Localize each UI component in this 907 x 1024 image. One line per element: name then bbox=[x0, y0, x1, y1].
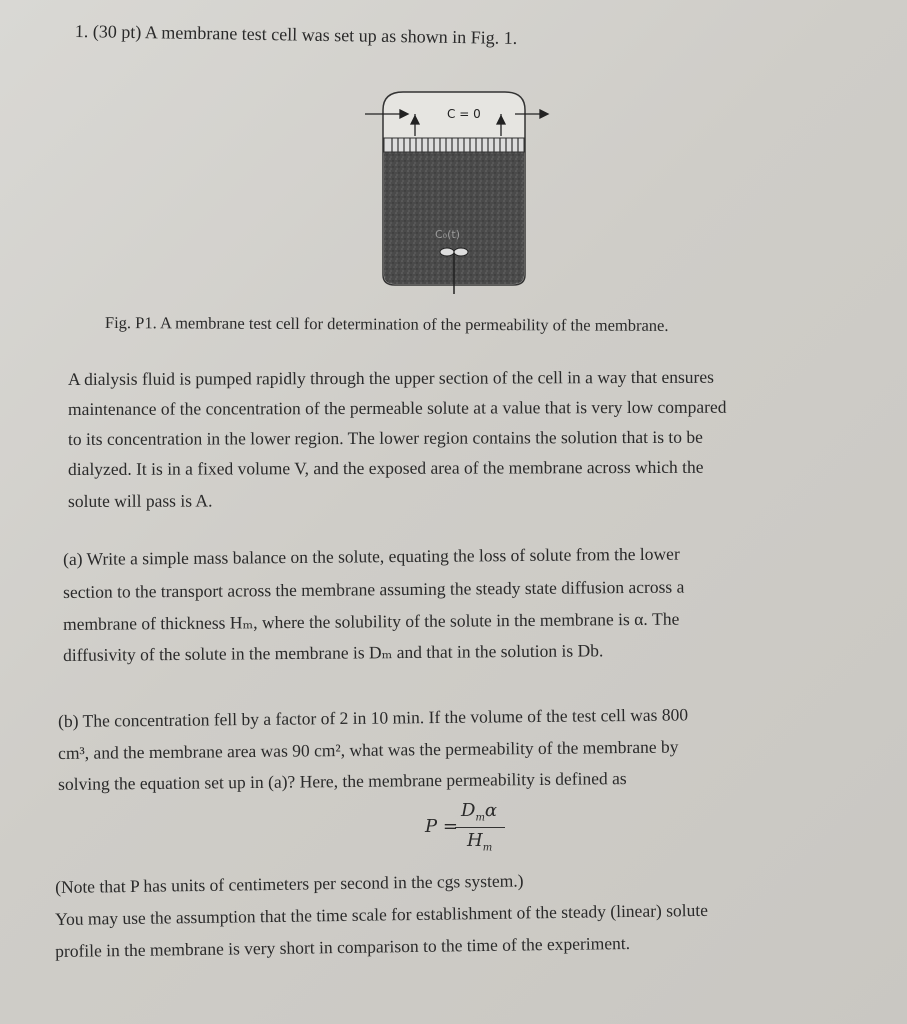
intro-line: to its concentration in the lower region. The lower region contains the solution that is to be bbox=[68, 426, 703, 449]
intro-line: dialyzed. It is in a fixed volume V, and the exposed area of the membrane across which the bbox=[68, 456, 704, 479]
part-b-line: cm³, and the membrane area was 90 cm², what was the permeability of the membrane by bbox=[58, 736, 679, 763]
top-concentration-label: C = 0 bbox=[447, 107, 481, 121]
membrane bbox=[384, 138, 524, 152]
membrane-cell-figure bbox=[365, 80, 565, 300]
bottom-concentration-label: C₀(t) bbox=[435, 228, 460, 241]
figure-caption: Fig. P1. A membrane test cell for determination of the permeability of the membrane. bbox=[104, 313, 669, 335]
formula-denominator: $H_m$ bbox=[467, 830, 493, 854]
part-b-line: (b) The concentration fell by a factor of 2 in 10 min. If the volume of the test cell was 800 bbox=[58, 704, 689, 731]
part-a-line: section to the transport across the membrane assuming the steady state diffusion across a bbox=[63, 576, 685, 602]
note-line: profile in the membrane is very short in comparison to the time of the experiment. bbox=[55, 932, 631, 961]
formula-numerator: $D_m\alpha$ bbox=[461, 800, 498, 824]
fraction-bar bbox=[455, 827, 505, 828]
problem-title: 1. (30 pt) A membrane test cell was set up as shown in Fig. 1. bbox=[74, 20, 518, 48]
note-line: You may use the assumption that the time scale for establishment of the steady (linear) solute bbox=[55, 899, 709, 929]
permeability-formula bbox=[425, 800, 515, 860]
part-b-line: solving the equation set up in (a)? Here, the membrane permeability is defined as bbox=[58, 768, 627, 794]
intro-line: solute will pass is A. bbox=[68, 490, 213, 511]
intro-line: A dialysis fluid is pumped rapidly through the upper section of the cell in a way that ensures bbox=[68, 366, 714, 389]
part-a-line: membrane of thickness Hₘ, where the solubility of the solute in the membrane is α. The bbox=[63, 608, 680, 634]
note-line: (Note that P has units of centimeters per second in the cgs system.) bbox=[55, 870, 524, 897]
membrane-cell-diagram bbox=[365, 80, 565, 295]
formula-lhs: P = bbox=[425, 816, 458, 837]
intro-line: maintenance of the concentration of the permeable solute at a value that is very low compared bbox=[68, 396, 727, 419]
part-a-line: (a) Write a simple mass balance on the solute, equating the loss of solute from the lower bbox=[63, 543, 680, 569]
part-a-line: diffusivity of the solute in the membrane is Dₘ and that in the solution is Db. bbox=[63, 640, 604, 665]
